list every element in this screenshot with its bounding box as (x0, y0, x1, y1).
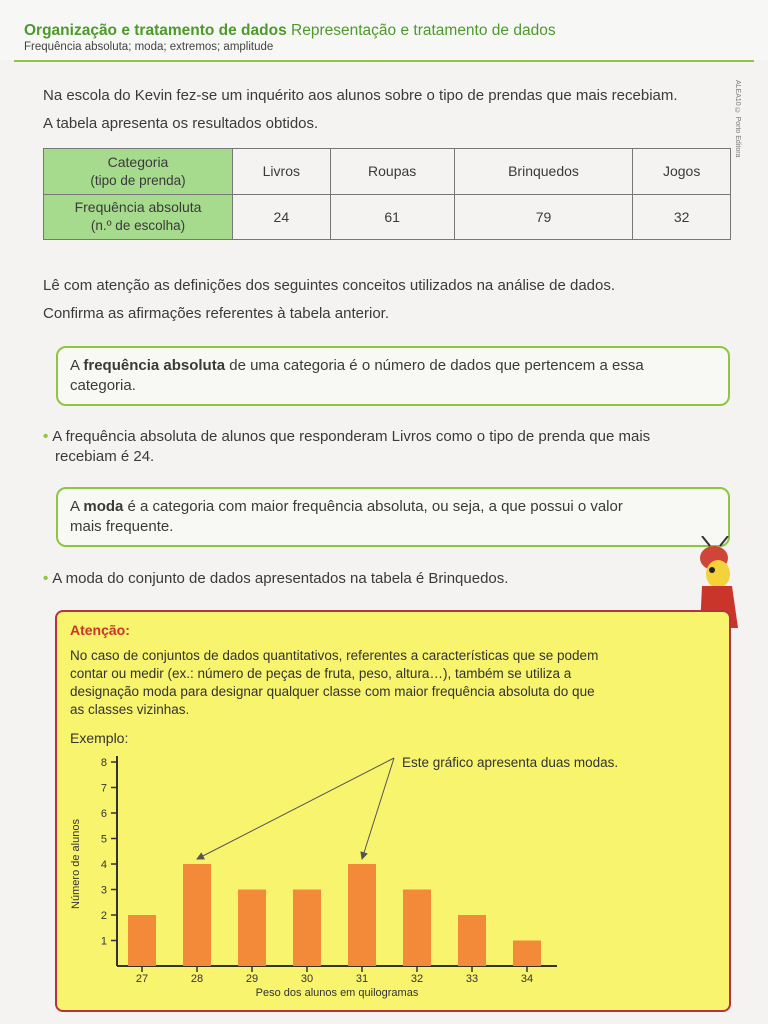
table-cell: 61 (330, 194, 454, 240)
def-line-2: mais frequente. (70, 518, 174, 535)
statement-line-1: A moda do conjunto de dados apresentados na tabela é Brinquedos. (52, 570, 509, 587)
x-tick-label: 32 (410, 973, 424, 985)
attention-line: as classes vizinhas. (70, 702, 190, 717)
x-tick-label: 30 (300, 973, 314, 985)
def-term: frequência absoluta (83, 357, 226, 374)
bar-chart (57, 612, 729, 1010)
y-tick-label: 8 (100, 757, 107, 769)
table-cell: Jogos (633, 149, 731, 195)
x-tick-label: 29 (245, 973, 259, 985)
page-subtitle: Frequência absoluta; moda; extremos; amplitude (24, 41, 274, 53)
y-tick-label: 3 (100, 884, 107, 897)
y-tick-label: 4 (100, 859, 107, 871)
table-row (44, 194, 731, 240)
bullet-icon: • (43, 570, 49, 587)
bar (183, 864, 211, 966)
data-table (43, 148, 731, 240)
bar (458, 915, 486, 966)
x-tick-label: 34 (520, 973, 534, 985)
cell-label: Frequência absoluta (74, 199, 202, 216)
def-post: é a categoria com maior frequência absoluta, ou seja, a que possui o valor (123, 498, 623, 515)
header-divider (14, 60, 754, 62)
cell-label: (tipo de prenda) (90, 172, 186, 188)
table-header-cell (44, 194, 233, 240)
bar (348, 864, 376, 966)
bar (513, 941, 541, 967)
instruction-line-1: Lê com atenção as definições dos seguintes conceitos utilizados na análise de dados. (43, 277, 616, 294)
definition-text (70, 356, 710, 396)
title-main: Organização e tratamento de dados (24, 22, 287, 39)
def-pre: A (70, 357, 84, 374)
example-label: Exemplo: (70, 730, 129, 746)
def-pre: A (70, 498, 84, 515)
cell-label: (n.º de escolha) (90, 218, 186, 234)
table-cell: Livros (233, 149, 331, 195)
x-tick-label: 33 (465, 973, 479, 985)
def-post: de uma categoria é o número de dados que pertencem a essa (225, 357, 644, 374)
y-tick-label: 2 (100, 910, 107, 922)
table-cell: Brinquedos (454, 149, 633, 195)
y-tick-label: 6 (100, 808, 107, 820)
side-note: ALEA10 © Porto Editora (734, 80, 741, 158)
intro-line-1: Na escola do Kevin fez-se um inquérito aos alunos sobre o tipo de prendas que mais recebiam. (43, 87, 678, 104)
def-term: moda (83, 498, 124, 515)
table-cell: Roupas (330, 149, 454, 195)
instruction-line-2: Confirma as afirmações referentes à tabela anterior. (43, 305, 390, 322)
bar (128, 915, 156, 966)
bar (238, 890, 266, 967)
def-line-2: categoria. (70, 377, 136, 394)
bar (293, 890, 321, 967)
table-cell: 24 (233, 194, 331, 240)
bar (403, 890, 431, 967)
attention-box (55, 610, 731, 1012)
x-tick-label: 27 (135, 973, 149, 985)
attention-title: Atenção: (70, 622, 130, 638)
annotation-arrow (197, 758, 394, 859)
definition-box-mode (56, 487, 730, 547)
x-tick-label: 28 (190, 973, 204, 985)
page-title (24, 22, 556, 40)
definition-box-frequency (56, 346, 730, 406)
intro-line-2: A tabela apresenta os resultados obtidos. (43, 115, 319, 132)
title-sub: Representação e tratamento de dados (291, 22, 556, 39)
y-axis-label: Número de alunos (70, 819, 82, 909)
attention-line: contar ou medir (ex.: número de peças de fruta, peso, altura…), também se utiliza a (70, 666, 572, 681)
y-tick-label: 7 (100, 782, 107, 795)
annotation-arrow (362, 758, 394, 859)
x-tick-label: 31 (355, 973, 369, 985)
chart-annotation: Este gráfico apresenta duas modas. (402, 755, 619, 770)
statement-2 (43, 569, 508, 589)
cell-label: Categoria (107, 153, 169, 170)
attention-line: No caso de conjuntos de dados quantitativos, referentes a características que se podem (70, 648, 599, 663)
bullet-icon: • (43, 428, 49, 445)
table-cell: 79 (454, 194, 633, 240)
x-axis-label: Peso dos alunos em quilogramas (255, 987, 419, 999)
statement-line-1: A frequência absoluta de alunos que responderam Livros como o tipo de prenda que mais (52, 428, 651, 445)
table-cell: 32 (633, 194, 731, 240)
table-header-cell (44, 149, 233, 195)
statement-1 (43, 427, 650, 467)
attention-line: designação moda para designar qualquer classe com maior frequência absoluta do que (70, 684, 595, 699)
y-tick-label: 1 (100, 935, 107, 948)
y-tick-label: 5 (100, 833, 107, 846)
table-row (44, 149, 731, 195)
definition-text (70, 497, 710, 537)
statement-line-2: recebiam é 24. (55, 448, 155, 465)
